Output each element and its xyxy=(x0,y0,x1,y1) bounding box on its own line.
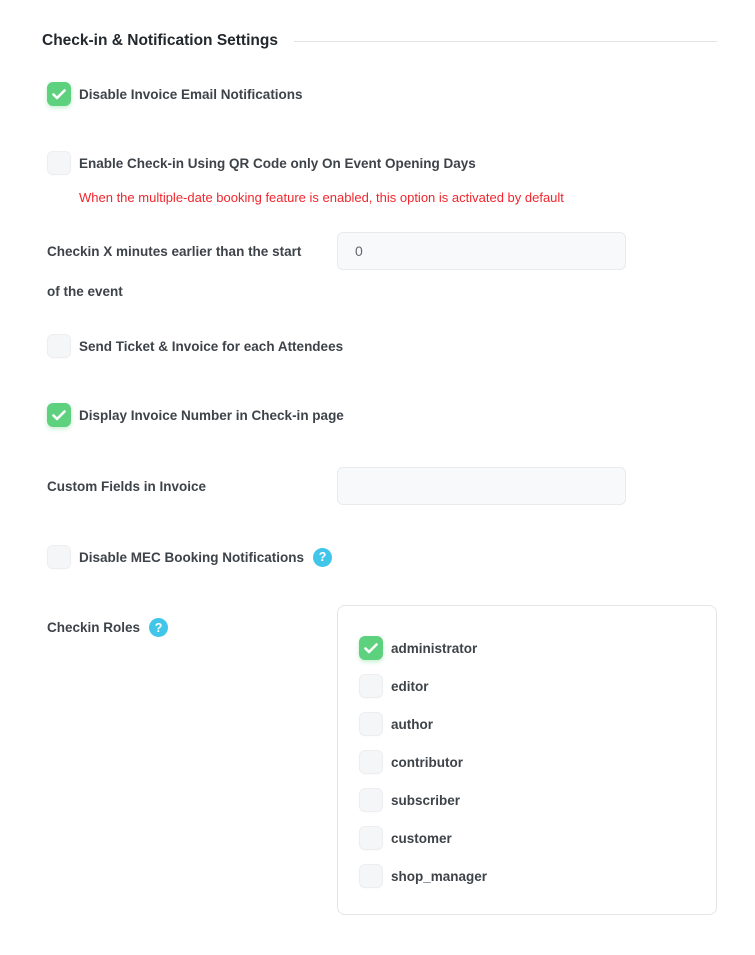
checkin-minutes-input[interactable] xyxy=(337,232,626,270)
custom-fields-input[interactable] xyxy=(337,467,626,505)
row-qr-checkin xyxy=(47,151,717,206)
check-icon xyxy=(52,89,66,100)
role-contributor-checkbox[interactable] xyxy=(359,750,383,774)
disable-invoice-email-label: Disable Invoice Email Notifications xyxy=(79,86,303,102)
role-shop-manager-label: shop_manager xyxy=(391,868,488,884)
role-item-administrator xyxy=(359,636,696,660)
ticket-invoice-label: Send Ticket & Invoice for each Attendees xyxy=(79,338,344,354)
custom-fields-label: Custom Fields in Invoice xyxy=(47,479,207,494)
role-editor-label: editor xyxy=(391,678,429,694)
display-invoice-number-checkbox[interactable] xyxy=(47,403,71,427)
role-customer-label: customer xyxy=(391,830,452,846)
checkin-roles-panel xyxy=(337,605,717,915)
row-ticket-invoice xyxy=(47,334,717,358)
role-administrator-checkbox[interactable] xyxy=(359,636,383,660)
qr-checkin-label: Enable Check-in Using QR Code only On Event Opening Days xyxy=(79,155,476,171)
role-item-author xyxy=(359,712,696,736)
role-item-shop-manager xyxy=(359,864,696,888)
row-checkin-roles xyxy=(47,605,717,915)
row-checkin-minutes xyxy=(47,232,717,312)
role-shop-manager-checkbox[interactable] xyxy=(359,864,383,888)
role-item-contributor xyxy=(359,750,696,774)
qr-checkin-checkbox[interactable] xyxy=(47,151,71,175)
section-header xyxy=(42,30,717,52)
disable-invoice-email-checkbox[interactable] xyxy=(47,82,71,106)
qr-checkin-note: When the multiple-date booking feature is enabled, this option is activated by default xyxy=(79,190,564,205)
role-item-editor xyxy=(359,674,696,698)
role-subscriber-label: subscriber xyxy=(391,792,461,808)
role-editor-checkbox[interactable] xyxy=(359,674,383,698)
checkin-roles-label: Checkin Roles xyxy=(47,620,141,635)
ticket-invoice-checkbox[interactable] xyxy=(47,334,71,358)
role-item-subscriber xyxy=(359,788,696,812)
row-display-invoice-number xyxy=(47,403,717,427)
header-divider xyxy=(294,41,717,42)
row-custom-fields xyxy=(47,467,717,507)
help-icon[interactable]: ? xyxy=(313,548,332,567)
page-title: Check-in & Notification Settings xyxy=(42,32,278,49)
role-author-checkbox[interactable] xyxy=(359,712,383,736)
role-contributor-label: contributor xyxy=(391,754,463,770)
role-subscriber-checkbox[interactable] xyxy=(359,788,383,812)
role-customer-checkbox[interactable] xyxy=(359,826,383,850)
check-icon xyxy=(364,643,378,654)
display-invoice-number-label: Display Invoice Number in Check-in page xyxy=(79,407,344,423)
row-disable-mec-notifications xyxy=(47,545,717,569)
disable-mec-notifications-checkbox[interactable] xyxy=(47,545,71,569)
role-author-label: author xyxy=(391,716,433,732)
disable-mec-notifications-label: Disable MEC Booking Notifications xyxy=(79,549,305,565)
role-administrator-label: administrator xyxy=(391,640,478,656)
help-icon[interactable]: ? xyxy=(149,618,168,637)
role-item-customer xyxy=(359,826,696,850)
row-disable-invoice-email xyxy=(47,82,717,106)
settings-form xyxy=(47,82,717,915)
check-icon xyxy=(52,410,66,421)
checkin-minutes-label: Checkin X minutes earlier than the start of the event xyxy=(47,244,302,299)
checkin-roles-label-wrap xyxy=(47,605,337,637)
